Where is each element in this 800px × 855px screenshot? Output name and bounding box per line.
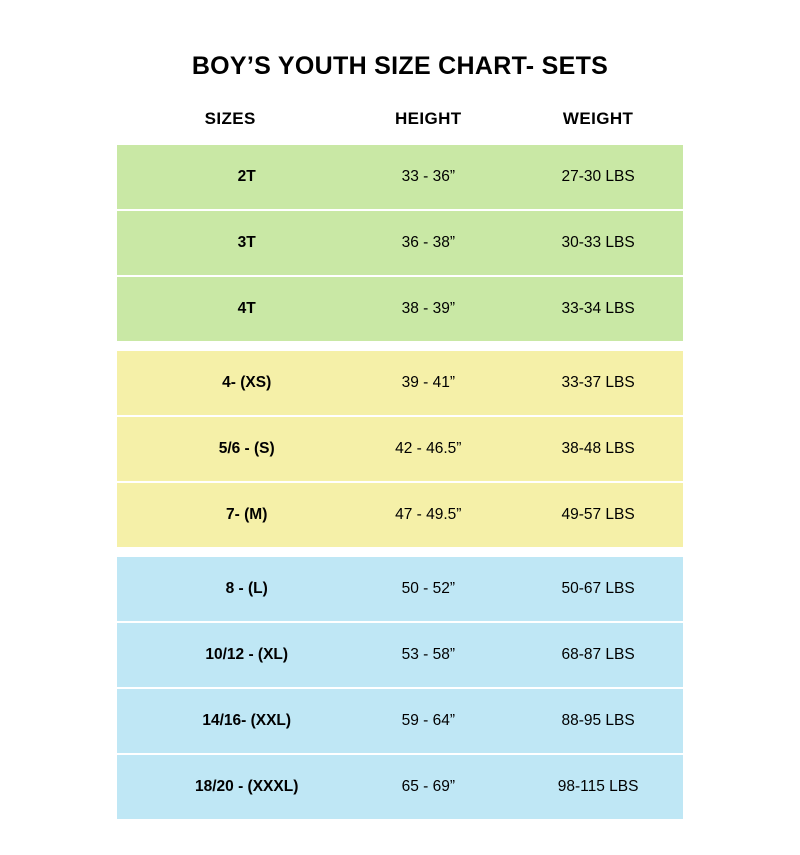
column-header-weight: WEIGHT [562,109,634,128]
cell-size: 10/12 - (XL) [117,623,343,687]
cell-height: 50 - 52” [343,557,513,621]
table-row [117,145,683,209]
table-row [117,211,683,275]
cell-weight: 27-30 LBS [513,145,683,209]
cell-height: 59 - 64” [343,689,513,753]
table-row [117,755,683,819]
cell-height: 53 - 58” [343,623,513,687]
table-header [117,103,683,145]
group-divider [117,341,683,351]
cell-height: 42 - 46.5” [343,417,513,481]
page-title: BOY’S YOUTH SIZE CHART- SETS [191,52,609,80]
cell-size: 18/20 - (XXXL) [117,755,343,819]
cell-size: 3T [117,211,343,275]
cell-height: 65 - 69” [343,755,513,819]
cell-size: 4- (XS) [117,351,343,415]
table-row [117,623,683,687]
column-header-height: HEIGHT [394,109,462,128]
size-chart-table [117,103,683,819]
cell-height: 38 - 39” [343,277,513,341]
table-row [117,557,683,621]
cell-weight: 88-95 LBS [513,689,683,753]
cell-weight: 98-115 LBS [513,755,683,819]
size-chart-table-wrapper [117,81,683,819]
cell-weight: 30-33 LBS [513,211,683,275]
cell-weight: 38-48 LBS [513,417,683,481]
table-body [117,145,683,819]
column-header-sizes: SIZES [204,109,256,128]
table-row [117,483,683,547]
cell-size: 7- (M) [117,483,343,547]
cell-weight: 33-37 LBS [513,351,683,415]
table-row [117,277,683,341]
table-row [117,351,683,415]
cell-size: 2T [117,145,343,209]
group-divider [117,547,683,557]
cell-size: 14/16- (XXL) [117,689,343,753]
cell-weight: 50-67 LBS [513,557,683,621]
cell-height: 39 - 41” [343,351,513,415]
cell-size: 8 - (L) [117,557,343,621]
cell-weight: 49-57 LBS [513,483,683,547]
table-row [117,689,683,753]
cell-size: 4T [117,277,343,341]
table-header-row [117,103,683,145]
table-row [117,417,683,481]
cell-weight: 33-34 LBS [513,277,683,341]
cell-height: 36 - 38” [343,211,513,275]
cell-weight: 68-87 LBS [513,623,683,687]
cell-size: 5/6 - (S) [117,417,343,481]
cell-height: 33 - 36” [343,145,513,209]
cell-height: 47 - 49.5” [343,483,513,547]
